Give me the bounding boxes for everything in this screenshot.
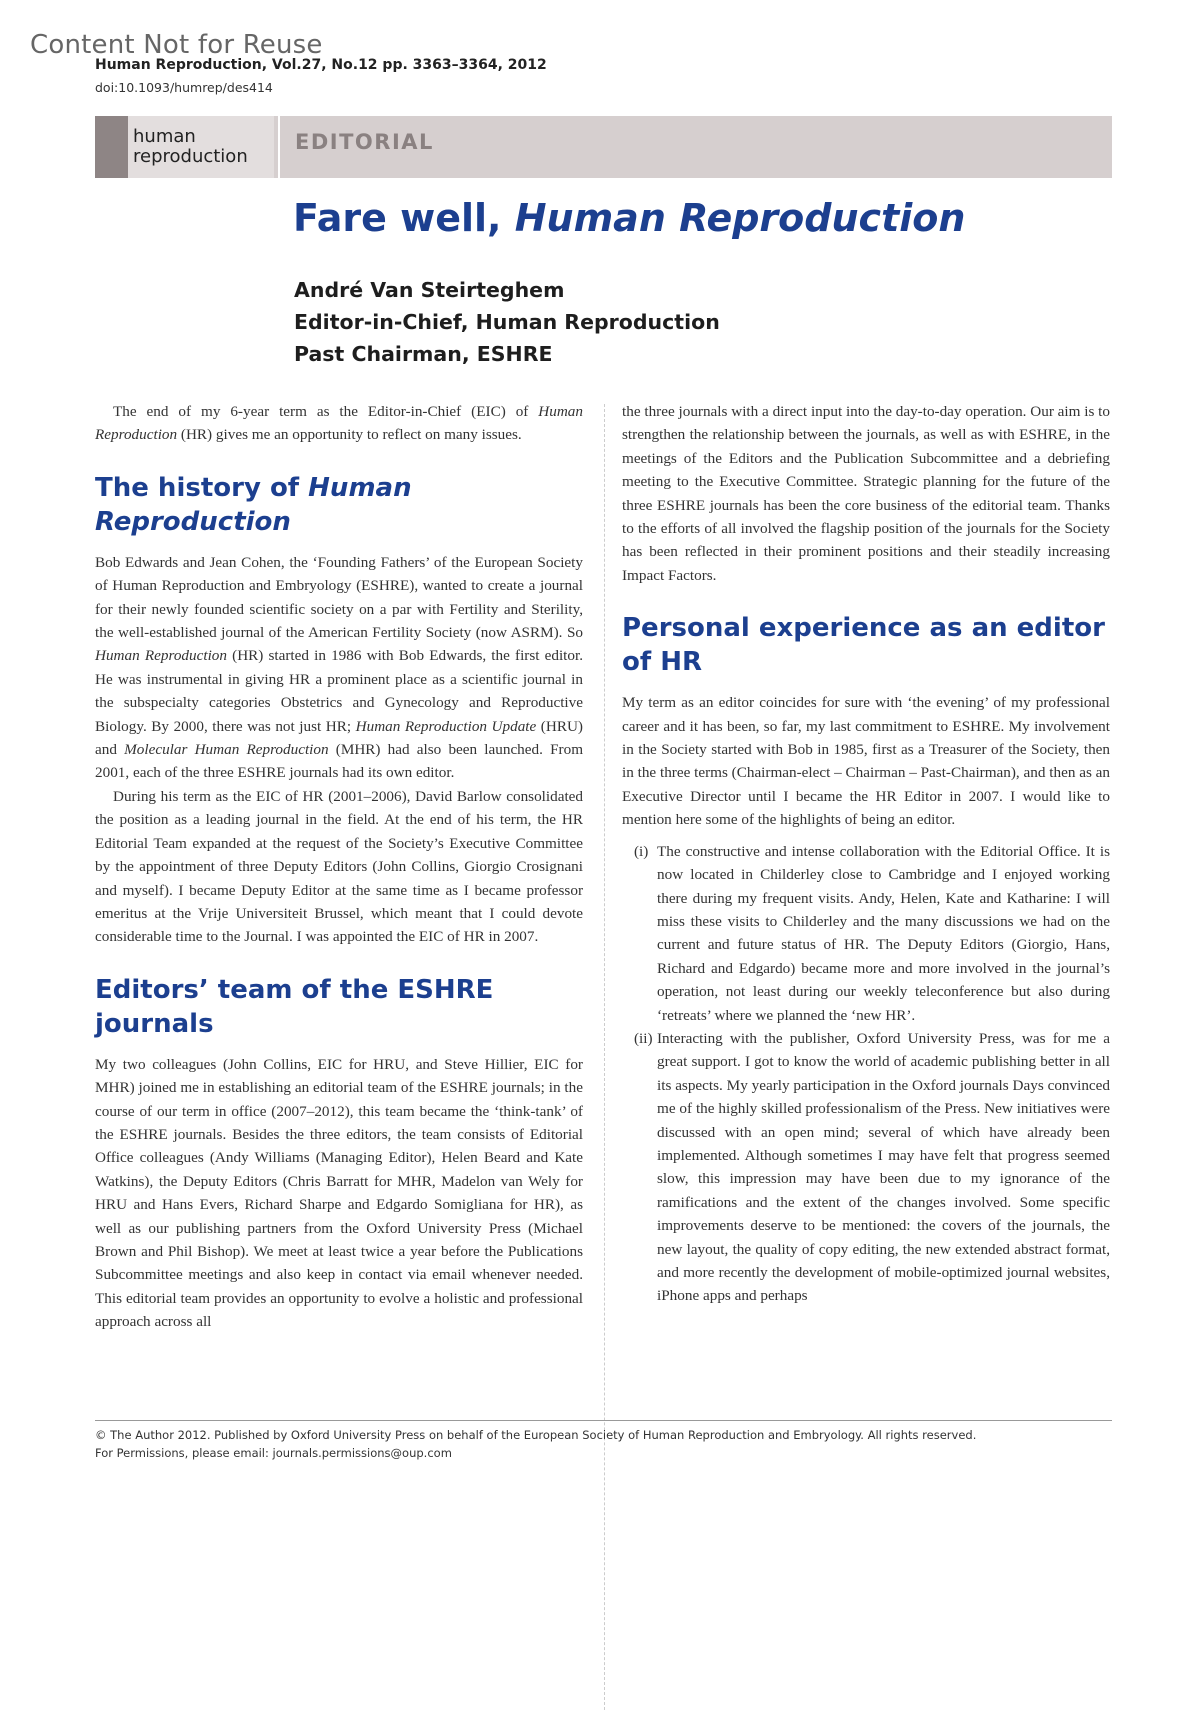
section-banner — [95, 116, 1112, 178]
list-item — [622, 1027, 1110, 1308]
logo-line-1: human — [133, 126, 196, 147]
intro-text-a: The end of my 6-year term as the Editor-in-Chief (EIC) of — [113, 403, 539, 420]
heading-history-italic: Human Reproduction — [95, 472, 412, 537]
author-block — [294, 274, 720, 370]
left-column — [95, 400, 583, 1334]
section-label: EDITORIAL — [295, 130, 434, 154]
list-item-text: The constructive and intense collaboration with the Editorial Office. It is now located in Childerley close to Cambridge and I enjoyed working there during my frequent visits. Andy, Helen, Kate and Katharine: I will miss these visits to Childerley and the many discussions we had on the current and future status of HR. The Deputy Editors (Giorgio, Hans, Richard and Edgardo) became more and more involved in the journal’s operation, not least during our weekly teleconference but also during ‘retreats’ where we planned the ‘new HR’. — [657, 842, 1110, 1024]
history-paragraph-1 — [95, 551, 583, 785]
footer-rule — [95, 1420, 1112, 1421]
list-marker: (i) — [634, 842, 649, 860]
logo-line-2: reproduction — [133, 146, 248, 167]
journal-citation: Human Reproduction, Vol.27, No.12 pp. 3363–3364, 2012 — [95, 57, 547, 73]
p1-d: (MHR) had also been launched. From 2001, each of the three ESHRE journals had its own editor. — [95, 741, 584, 782]
copyright-line: © The Author 2012. Published by Oxford University Press on behalf of the European Society of Human Reproduction and Embryology. All rights reserved. — [95, 1428, 977, 1442]
intro-text-italic: Human Reproduction — [95, 403, 583, 444]
p1-a: Bob Edwards and Jean Cohen, the ‘Founding Fathers’ of the European Society of Human Reproduction and Embryology (ESHRE), wanted to create a journal for their newly founded scientific society on a par with Fertility and Sterility, the well-established journal of the American Fertility Society (now ASRM). So — [95, 553, 583, 642]
banner-divider — [278, 116, 280, 178]
history-paragraph-2: During his term as the EIC of HR (2001–2006), David Barlow consolidated the position as a leading journal in the field. At the end of his term, the HR Editorial Team expanded at the request of the Society’s Executive Committee by the appointment of three Deputy Editors (John Collins, Giorgio Crosignani and myself). I became Deputy Editor at the same time as I became professor emeritus at the Vrije Universiteit Brussel, which meant that I could devote considerable time to the Journal. I was appointed the EIC of HR in 2007. — [95, 787, 583, 946]
list-item — [622, 840, 1110, 1027]
article-title — [293, 196, 965, 240]
intro-text-b: (HR) gives me an opportunity to reflect on many issues. — [177, 426, 522, 444]
highlights-list — [622, 840, 1110, 1308]
title-plain: Fare well, — [293, 196, 515, 240]
intro-paragraph — [95, 400, 583, 447]
personal-paragraph: My term as an editor coincides for sure with ‘the evening’ of my professional career and it has been, so far, my last commitment to ESHRE. My involvement in the Society started with Bob in 1985, first as a Treasurer of the Society, then in the three terms (Chairman-elect – Chairman – Past-Chairman), and then as an Executive Director until I became the HR Editor in 2007. I would like to mention here some of the highlights of being an editor. — [622, 694, 1110, 829]
list-marker: (ii) — [634, 1029, 653, 1047]
permissions-line: For Permissions, please email: journals.permissions@oup.com — [95, 1446, 452, 1460]
author-name: André Van Steirteghem — [294, 278, 565, 302]
title-italic: Human Reproduction — [514, 196, 966, 240]
heading-personal-experience: Personal experience as an editor of HR — [622, 613, 1105, 678]
banner-accent-bar — [95, 116, 128, 178]
team-paragraph: My two colleagues (John Collins, EIC for HRU, and Steve Hillier, EIC for MHR) joined me in establishing an editorial team of the ESHRE journals; in the course of our term in office (2007–2012), this team became the ‘think-tank’ of the ESHRE journals. Besides the three editors, the team consists of Editorial Office colleagues (Andy Williams (Managing Editor), Helen Beard and Kate Watkins), the Deputy Editors (Chris Barratt for MHR, Madelon van Wely for HRU and Hans Evers, Richard Sharpe and Edgardo Somigliana for HR), as well as our publishing partners from the Oxford University Press (Michael Brown and Phil Bishop). We meet at least twice a year before the Publications Subcommittee meetings and also keep in contact via email whenever needed. This editorial team provides an opportunity to evolve a holistic and professional approach across all — [95, 1055, 583, 1331]
doi: doi:10.1093/humrep/des414 — [95, 80, 273, 95]
p1-italic-3: Molecular Human Reproduction — [124, 741, 329, 759]
p1-c: (HRU) and — [95, 717, 583, 759]
p1-b: (HR) started in 1986 with Bob Edwards, the first editor. He was instrumental in giving HR a prominent place as a scientific journal in the subspecialty categories Obstetrics and Gynecology and Reproductive Biology. By 2000, there was not just HR; — [95, 647, 584, 735]
watermark: Content Not for Reuse — [30, 30, 323, 60]
column-divider — [604, 404, 605, 1710]
p1-italic-2: Human Reproduction Update — [355, 717, 537, 735]
heading-editors-team: Editors’ team of the ESHRE journals — [95, 974, 494, 1039]
author-role-1: Editor-in-Chief, Human Reproduction — [294, 310, 720, 334]
list-item-text: Interacting with the publisher, Oxford University Press, was for me a great support. I got to know the world of academic publishing better in all its aspects. My yearly participation in the Oxford journals Days convinced me of the highly skilled professionalism of the Press. New initiatives were discussed with an open mind; several of which have already been implemented. Although sometimes I may have felt that progress seemed slow, this impression may have been due to my ignorance of the ramifications and the extent of the changes involved. Some specific improvements deserve to be mentioned: the covers of the journals, the new layout, the quality of copy editing, the new extended abstract format, and more recently the development of mobile-optimized journal websites, iPhone apps and perhaps — [657, 1029, 1110, 1305]
footer — [95, 1426, 976, 1462]
team-paragraph-continued: the three journals with a direct input into the day-to-day operation. Our aim is to strengthen the relationship between the journals, as well as with ESHRE, in the meetings of the Editors and the Publication Subcommittee and a debriefing meeting to the Executive Committee. Strategic planning for the future of the three ESHRE journals has been the core business of the editorial team. Thanks to the efforts of all involved the flagship position of the journals for the Society has been reflected in their prominent positions and their steadily increasing Impact Factors. — [622, 403, 1110, 584]
heading-history — [95, 471, 583, 539]
right-column — [622, 400, 1110, 1308]
heading-history-plain: The history of — [95, 472, 309, 503]
journal-logo — [128, 116, 274, 178]
author-role-2: Past Chairman, ESHRE — [294, 342, 553, 366]
p1-italic-1: Human Reproduction — [95, 647, 227, 665]
